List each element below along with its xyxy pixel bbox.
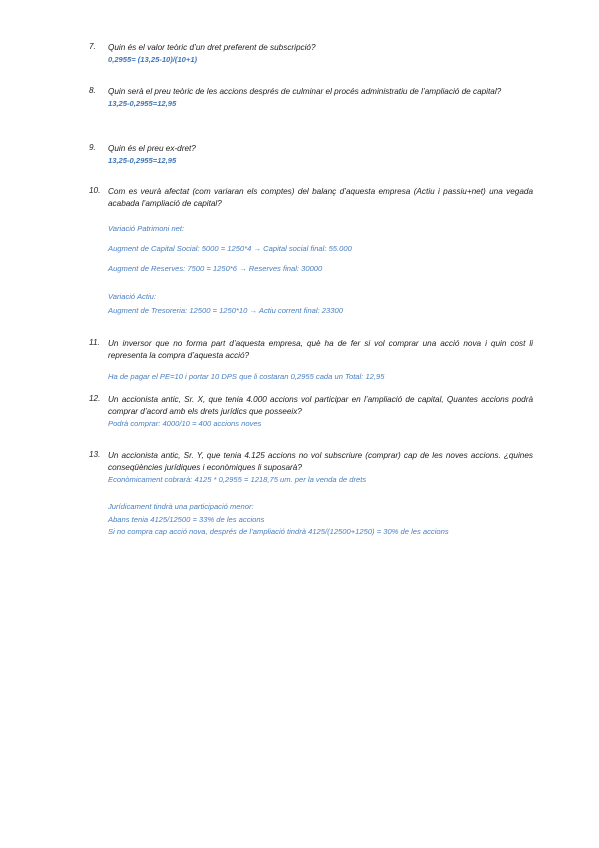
question-text: Un accionista antic, Sr. X, que tenia 4.000 accions vol participar en l’ampliació de capital, Quantes accions podrà comprar d’acord amb els drets jurídics que posseeix? [108, 395, 533, 417]
answer-line: Augment de Capital Social: 5000 = 1250*4 → Capital social final: 55.000 [108, 244, 352, 254]
question-number: 11. [89, 338, 100, 347]
question-number: 12. [89, 394, 101, 403]
question-number: 10. [89, 186, 101, 195]
question-11 [89, 338, 533, 384]
answer-text: 0,2955= (13,25-10)/(10+1) [108, 55, 198, 65]
question-number: 13. [89, 450, 101, 459]
question-text: Un inversor que no forma part d’aquesta empresa, què ha de fer si vol comprar una acció nova i quin cost li representa la compra d’aquesta acció? [108, 339, 533, 361]
question-12 [89, 394, 533, 431]
answer-text: Ha de pagar el PE=10 i portar 10 DPS que li costaran 0,2955 cada un Total: 12,95 [108, 372, 385, 382]
question-13 [89, 450, 533, 539]
question-9 [89, 143, 533, 168]
question-10 [89, 186, 533, 317]
answer-text: 13,25-0,2955=12,95 [108, 99, 177, 109]
question-text: Quin és el valor teòric d’un dret preferent de subscripció? [108, 43, 316, 52]
answer-line: Augment de Reserves: 7500 = 1250*6 → Reserves final: 30000 [108, 264, 323, 274]
question-number: 8. [89, 86, 96, 95]
answer-line: Variació Actiu: [108, 292, 156, 302]
question-text: Quin serà el preu teòric de les accions després de culminar el procés administratiu de l’ampliació de capital? [108, 87, 502, 96]
answer-line: Augment de Tresoreria: 12500 = 1250*10 → Actiu corrent final: 23300 [108, 306, 343, 316]
question-text: Quin és el preu ex-dret? [108, 144, 196, 153]
answer-line: Variació Patrimoni net: [108, 224, 185, 234]
answer-line: Si no compra cap acció nova, després de l’ampliació tindrà 4125/(12500+1250) = 30% de les accions [108, 527, 449, 537]
answer-line: Jurídicament tindrà una participació menor: [108, 502, 254, 511]
answer-line: Abans tenia 4125/12500 = 33% de les accions [108, 514, 265, 524]
answer-text: 13,25-0,2955=12,95 [108, 156, 177, 166]
question-text: Un accionista antic, Sr. Y, que tenia 4.125 accions no vol subscriure (comprar) cap de les noves accions. ¿quines conseqüències jurídiques i econòmiques li suposarà? [108, 451, 533, 473]
question-8 [89, 86, 533, 111]
answer-line: Econòmicament cobrarà: 4125 * 0,2955 = 1218,75 um. per la venda de drets [108, 475, 367, 485]
answer-text: Podrà comprar: 4000/10 = 400 accions noves [108, 419, 262, 429]
question-number: 9. [89, 143, 96, 152]
question-text: Com es veurà afectat (com variaran els comptes) del balanç d’aquesta empresa (Actiu i passiu+net) una vegada acabada l’ampliació de capital? [108, 187, 533, 209]
question-7 [89, 42, 533, 67]
question-number: 7. [89, 42, 96, 51]
